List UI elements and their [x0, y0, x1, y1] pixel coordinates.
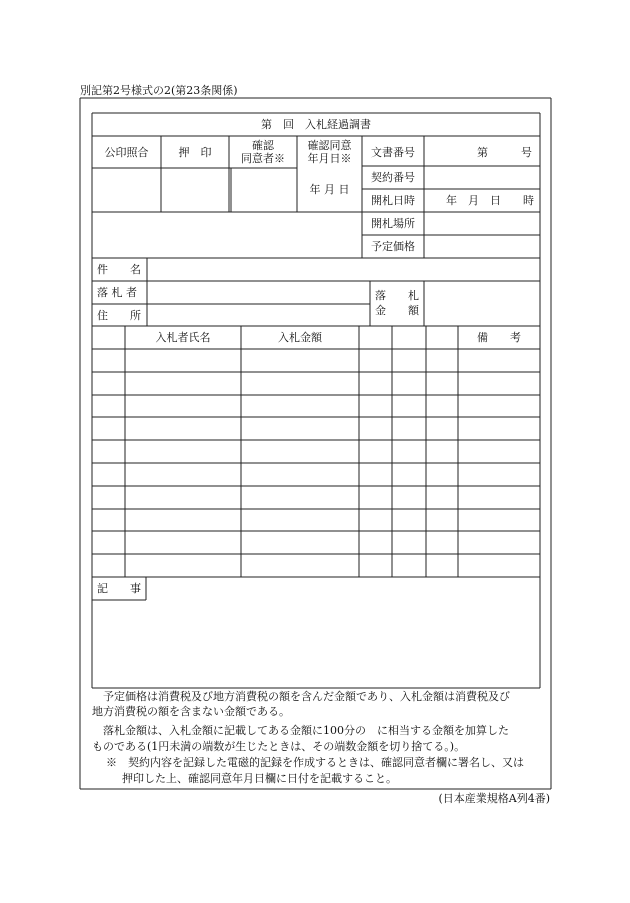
bunsho-bango-value: 第 号 [477, 146, 532, 159]
note-line: ものである(1円未満の端数が生じたときは、その端数金額を切り捨てる。)。 [92, 740, 466, 753]
col-amount-header: 入札金額 [278, 331, 322, 344]
bunsho-bango-label: 文書番号 [371, 146, 415, 159]
col-name-header: 入札者氏名 [155, 331, 211, 344]
form-title: 第 回 入札経過調書 [261, 118, 371, 131]
keiyaku-bango-label: 契約番号 [371, 171, 415, 184]
note-line: ※ 契約内容を記録した電磁的記録を作成するときは、確認同意者欄に署名し、又は [106, 756, 524, 769]
kaisatsu-nichiji-value: 年 月 日 時 [446, 194, 534, 207]
kakunin-label-line1: 確認 [252, 139, 274, 152]
kakunin-date-label-line2: 年月日※ [307, 152, 352, 165]
kakunin-date-label-line1: 確認同意 [307, 139, 352, 152]
col-note-header: 備 考 [477, 331, 521, 344]
kaisatsu-basho-label: 開札場所 [371, 217, 415, 230]
note-line: 押印した上、確認同意年月日欄に日付を記載すること。 [122, 772, 397, 785]
kiji-label: 記 事 [97, 582, 141, 595]
kaisatsu-nichiji-label: 開札日時 [371, 194, 415, 207]
rakusatsu-kingaku-label-line1: 落 札 [375, 289, 419, 302]
form-label: 別記第2号様式の2(第23条関係) [80, 84, 238, 97]
rakusatsu-kingaku-label-line2: 金 額 [375, 304, 419, 317]
standard-label: (日本産業規格A列4番) [438, 792, 550, 805]
note-line: 落札金額は、入札金額に記載してある金額に100分の に相当する金額を加算した [103, 724, 509, 737]
kakunin-date-placeholder: 年 月 日 [309, 183, 350, 196]
oin-label: 押 印 [178, 146, 212, 159]
note-line: 地方消費税の額を含まない金額である。 [92, 705, 290, 718]
kenmei-label: 件 名 [97, 263, 141, 276]
note-line: 予定価格は消費税及び地方消費税の額を含んだ金額であり、入札金額は消費税及び [103, 690, 510, 703]
yotei-kakaku-label: 予定価格 [371, 240, 415, 253]
jusho-label: 住 所 [97, 309, 141, 322]
rakusatsusha-label: 落 札 者 [97, 286, 137, 299]
kakunin-label-line2: 同意者※ [241, 152, 285, 165]
koin-shogo-label: 公印照合 [104, 146, 149, 159]
